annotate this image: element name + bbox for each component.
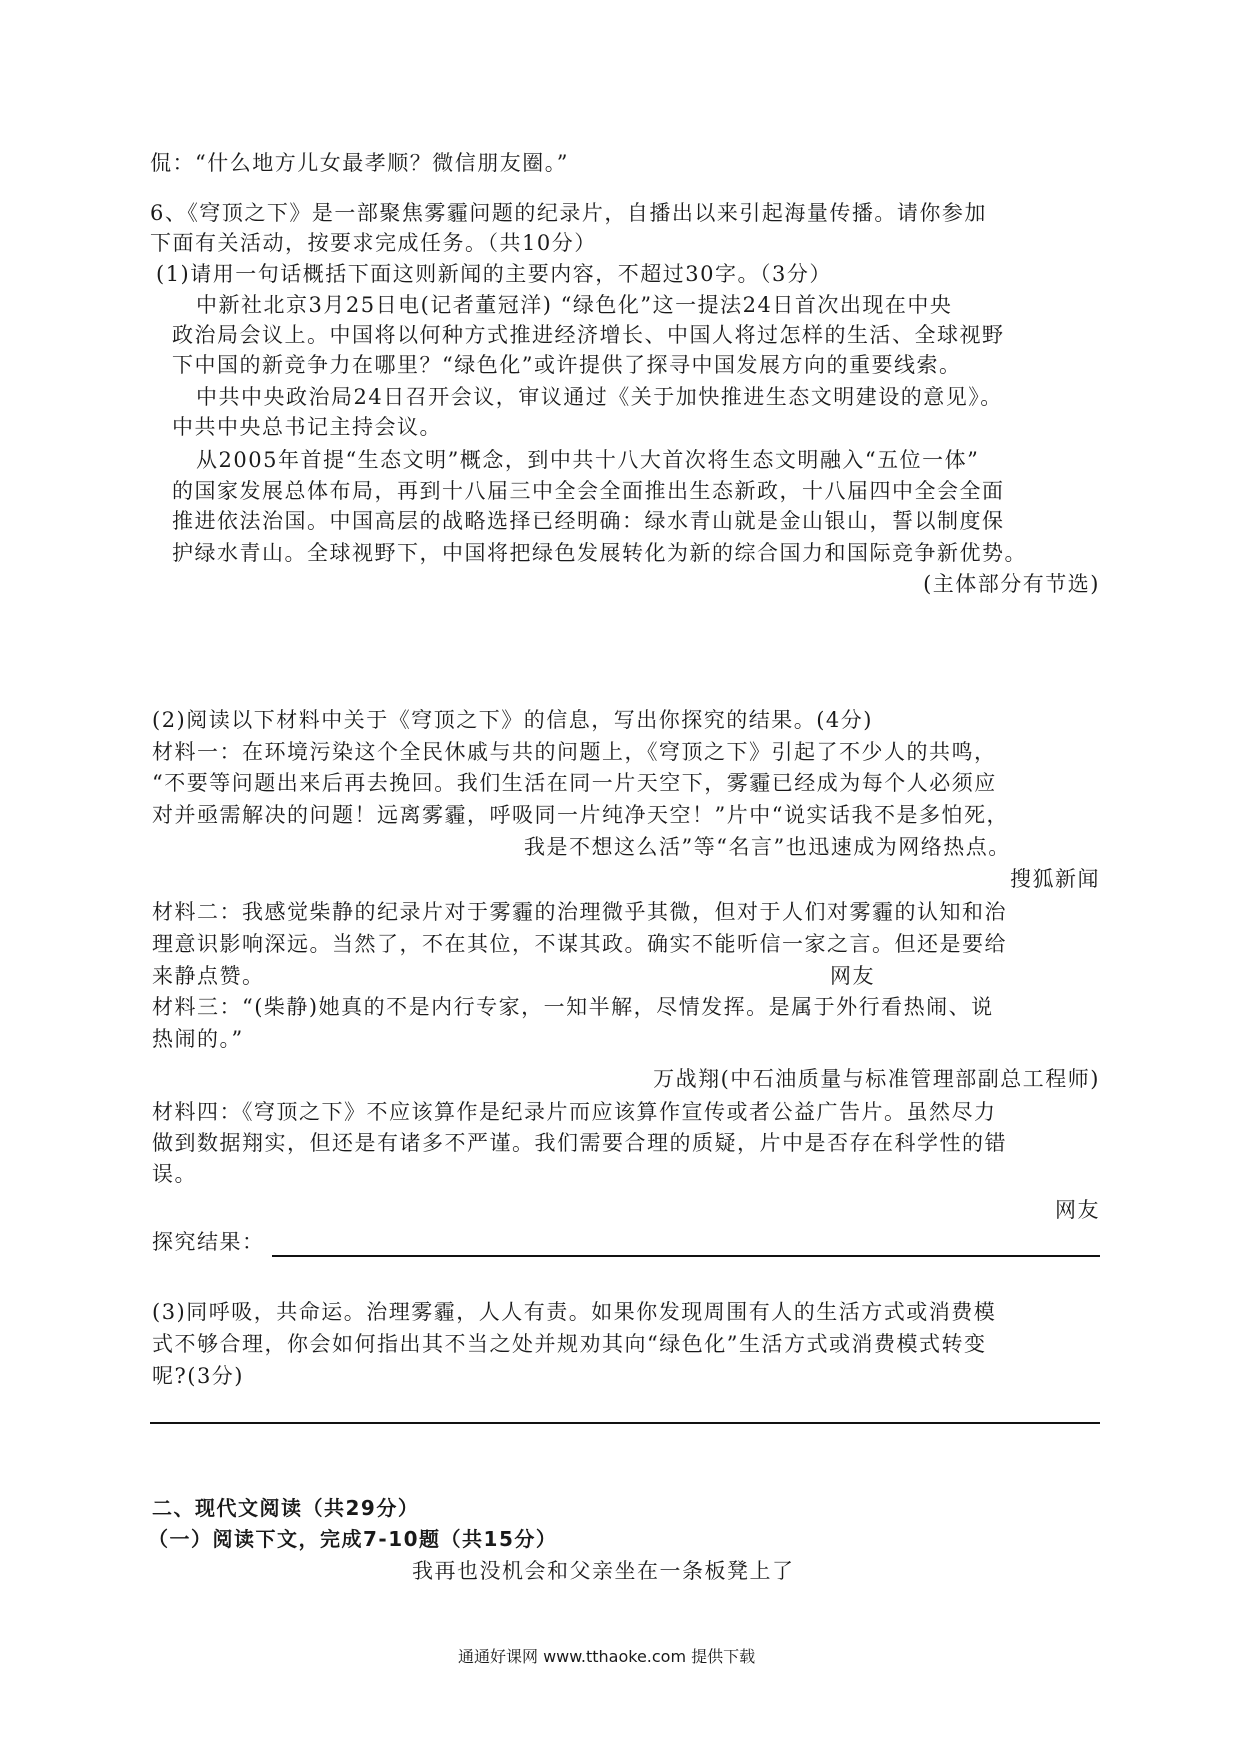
sub3-answer-line[interactable] [150,1422,1100,1424]
section2-subheading: （一）阅读下文，完成7-10题（共15分） [148,1527,558,1551]
q6-sub3-line-1: (3)同呼吸，共命运。治理雾霾，人人有责。如果你发现周围有人的生活方式或消费模 [152,1300,997,1324]
material2-line-3: 来静点赞。 [152,964,265,988]
material1-line-3: 对并亟需解决的问题！远离雾霾，呼吸同一片纯净天空！”片中“说实话我不是多怕死， [152,803,1009,827]
material4-line-1: 材料四：《穹顶之下》不应该算作是纪录片而应该算作宣传或者公益广告片。虽然尽力 [152,1100,997,1124]
material3-source: 万战翔(中石油质量与标准管理部副总工程师) [653,1067,1100,1091]
material3-line-2: 热闹的。” [152,1027,244,1051]
news-line-8: 推进依法治国。中国高层的战略选择已经明确：绿水青山就是金山银山，誓以制度保 [172,509,1005,533]
material1-line-4: 我是不想这么活”等“名言”也迅速成为网络热点。 [524,835,1011,859]
material1-line-2: “不要等问题出来后再去挽回。我们生活在同一片天空下，雾霾已经成为每个人必须应 [152,771,997,795]
material1-source: 搜狐新闻 [1010,867,1100,891]
material2-line-2: 理意识影响深远。当然了，不在其位，不谋其政。确实不能听信一家之言。但还是要给 [152,932,1007,956]
news-line-3: 下中国的新竞争力在哪里？“绿色化”或许提供了探寻中国发展方向的重要线索。 [172,353,962,377]
material2-source: 网友 [830,964,875,988]
news-line-7: 的国家发展总体布局，再到十八届三中全会全面推出生态新政，十八届四中全会全面 [172,479,1005,503]
material4-line-3: 误。 [152,1162,197,1186]
material3-line-1: 材料三：“(柴静)她真的不是内行专家，一知半解，尽情发挥。是属于外行看热闹、说 [152,995,994,1019]
intro-line: 侃：“什么地方儿女最孝顺？微信朋友圈。” [150,151,569,175]
news-line-1: 中新社北京3月25日电(记者董冠洋) “绿色化”这一提法24日首次出现在中央 [196,293,953,317]
q6-sub1-prompt: (1)请用一句话概括下面这则新闻的主要内容，不超过30字。（3分） [156,262,832,286]
q6-sub3-line-2: 式不够合理，你会如何指出其不当之处并规劝其向“绿色化”生活方式或消费模式转变 [152,1332,987,1356]
section2-heading: 二、现代文阅读（共29分） [152,1496,420,1520]
answer-line[interactable] [272,1255,1100,1257]
news-line-2: 政治局会议上。中国将以何种方式推进经济增长、中国人将过怎样的生活、全球视野 [172,323,1005,347]
news-note: (主体部分有节选) [923,572,1100,596]
material4-source: 网友 [1055,1198,1100,1222]
news-line-9: 护绿水青山。全球视野下，中国将把绿色发展转化为新的综合国力和国际竞争新优势。 [172,541,1027,565]
material1-line-1: 材料一：在环境污染这个全民休戚与共的问题上，《穹顶之下》引起了不少人的共鸣， [152,740,997,764]
news-line-4: 中共中央政治局24日召开会议，审议通过《关于加快推进生态文明建设的意见》。 [196,385,1003,409]
material2-line-1: 材料二：我感觉柴静的纪录片对于雾霾的治理微乎其微，但对于人们对雾霾的认知和治 [152,900,1007,924]
news-line-5: 中共中央总书记主持会议。 [172,415,442,439]
q6-sub3-line-3: 呢?(3分) [152,1364,245,1388]
page-footer: 通通好课网 www.tthaoke.com 提供下载 [458,1647,756,1666]
article-title: 我再也没机会和父亲坐在一条板凳上了 [412,1559,795,1583]
q6-line-2: 下面有关活动，按要求完成任务。（共10分） [150,231,597,255]
q6-line-1: 6、《穹顶之下》是一部聚焦雾霾问题的纪录片，自播出以来引起海量传播。请你参加 [150,201,987,225]
news-line-6: 从2005年首提“生态文明”概念，到中共十八大首次将生态文明融入“五位一体” [196,448,980,472]
q6-sub2-prompt: (2)阅读以下材料中关于《穹顶之下》的信息，写出你探究的结果。(4分) [152,708,873,732]
answer-label: 探究结果： [152,1230,265,1254]
material4-line-2: 做到数据翔实，但还是有诸多不严谨。我们需要合理的质疑，片中是否存在科学性的错 [152,1131,1007,1155]
